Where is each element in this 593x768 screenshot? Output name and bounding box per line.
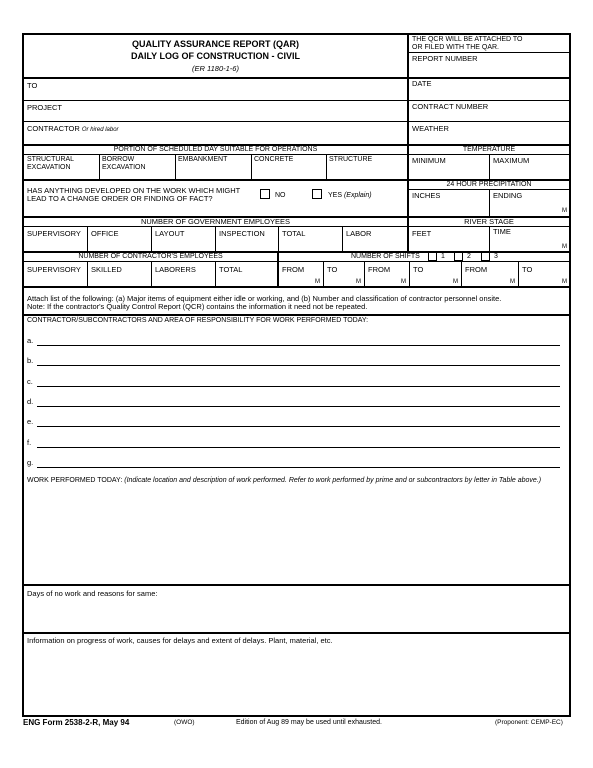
shift3-from-label[interactable]: FROM — [465, 265, 488, 274]
shift1-from-m: M — [315, 279, 320, 285]
qcr-note-line1: THE QCR WILL BE ATTACHED TO — [412, 36, 523, 43]
form-subtitle: DAILY LOG OF CONSTRUCTION - CIVIL — [130, 51, 300, 61]
shift2-from-label[interactable]: FROM — [368, 265, 391, 274]
date-field[interactable] — [408, 88, 570, 99]
contractor-field[interactable] — [134, 122, 404, 141]
no-work-label: Days of no work and reasons for same: — [27, 589, 158, 598]
qar-form — [22, 33, 571, 717]
form-reference: (ER 1180-1-6) — [192, 64, 239, 73]
to-label: TO — [27, 81, 38, 90]
gov-col-office[interactable]: OFFICE — [91, 229, 119, 238]
op-col-concrete[interactable]: CONCRETE — [254, 156, 294, 163]
gov-col-inspection[interactable]: INSPECTION — [219, 229, 265, 238]
progress-field[interactable] — [26, 646, 569, 716]
contractor-line-b-label: b. — [27, 356, 34, 365]
form-code: (OWO) — [174, 719, 195, 726]
con-col-supervisory[interactable]: SUPERVISORY — [27, 265, 81, 274]
shift1-to-label[interactable]: TO — [327, 265, 338, 274]
precip-ending-label[interactable]: ENDING — [493, 191, 523, 200]
no-label: NO — [275, 192, 286, 199]
river-time-label[interactable]: TIME — [493, 227, 511, 236]
contractor-line-f-label: f. — [27, 438, 32, 447]
proponent: (Proponent: CEMP-EC) — [495, 719, 563, 726]
contractor-line-e-label: e. — [27, 417, 34, 426]
shift3-from-m: M — [510, 279, 515, 285]
no-checkbox[interactable] — [260, 189, 270, 199]
attach-note-line2: Note: If the contractor's Quality Control Report (QCR) contains the information it need not be repeated. — [27, 302, 368, 311]
shift-1-checkbox[interactable] — [428, 252, 437, 261]
change-order-question-line2: LEAD TO A CHANGE ORDER OR FINDING OF FACT? — [27, 194, 213, 203]
con-col-laborers[interactable]: LABORERS — [155, 265, 196, 274]
shift-3-label: 3 — [494, 253, 498, 260]
shift1-to-m: M — [356, 279, 361, 285]
gov-col-supervisory[interactable]: SUPERVISORY — [27, 229, 81, 238]
precipitation-heading: 24 HOUR PRECIPITATION — [446, 181, 532, 188]
yes-label: YES (Explain) — [328, 192, 372, 199]
shifts-heading: NUMBER OF SHIFTS — [351, 253, 420, 260]
contractor-line-g[interactable] — [37, 467, 560, 468]
shift2-from-m: M — [401, 279, 406, 285]
contractors-heading: CONTRACTOR/SUBCONTRACTORS AND AREA OF RESPONSIBILITY FOR WORK PERFORMED TODAY: — [27, 317, 369, 324]
shift3-to-m: M — [562, 279, 567, 285]
shift1-from-label[interactable]: FROM — [282, 265, 305, 274]
shift-1-label: 1 — [441, 253, 445, 260]
river-stage-heading: RIVER STAGE — [464, 217, 514, 226]
work-performed-field[interactable] — [26, 487, 569, 583]
weather-label: WEATHER — [412, 124, 449, 133]
weather-field[interactable] — [408, 133, 570, 143]
contractor-line-g-label: g. — [27, 458, 34, 467]
contractor-line-d[interactable] — [37, 406, 560, 407]
yes-checkbox[interactable] — [312, 189, 322, 199]
to-field[interactable] — [44, 79, 404, 99]
contract-number-label: CONTRACT NUMBER — [412, 102, 489, 111]
gov-col-total[interactable]: TOTAL — [282, 229, 306, 238]
contractor-line-b[interactable] — [37, 365, 560, 366]
form-id: ENG Form 2538-2-R, May 94 — [23, 718, 130, 727]
op-col-structure[interactable]: STRUCTURE — [329, 156, 373, 163]
change-order-question-line1: HAS ANYTHING DEVELOPED ON THE WORK WHICH MIGHT — [27, 186, 241, 195]
shift-2-checkbox[interactable] — [454, 252, 463, 261]
attach-note-line1: Attach list of the following: (a) Major items of equipment either idle or working, and (b) Number and classification of contractor personnel onsite. — [27, 294, 502, 303]
contractor-line-d-label: d. — [27, 397, 34, 406]
contractor-line-a[interactable] — [37, 345, 560, 346]
no-work-field[interactable] — [26, 599, 569, 631]
form-title: QUALITY ASSURANCE REPORT (QAR) — [131, 39, 299, 49]
gov-col-labor[interactable]: LABOR — [346, 229, 372, 238]
gov-col-layout[interactable]: LAYOUT — [155, 229, 185, 238]
shift3-to-label[interactable]: TO — [522, 265, 533, 274]
project-field[interactable] — [64, 101, 404, 120]
contractor-line-a-label: a. — [27, 336, 34, 345]
contractor-line-c-label: c. — [27, 377, 33, 386]
work-performed-label: WORK PERFORMED TODAY: (Indicate location and description of work performed. Refer to work performed by prime and or subcontractors by letter in Table above.) — [27, 477, 542, 484]
operations-heading: PORTION OF SCHEDULED DAY SUITABLE FOR OPERATIONS — [113, 146, 318, 153]
contractor-label: CONTRACTOR Or hired labor — [27, 124, 119, 133]
temp-maximum-label: MAXIMUM — [493, 156, 530, 165]
contractor-line-c[interactable] — [37, 386, 560, 387]
temperature-heading: TEMPERATURE — [462, 146, 516, 153]
shift2-to-label[interactable]: TO — [413, 265, 424, 274]
qcr-note-line2: OR FILED WITH THE QAR. — [412, 44, 499, 51]
gov-employees-heading: NUMBER OF GOVERNMENT EMPLOYEES — [140, 217, 291, 226]
shift-2-label: 2 — [467, 253, 471, 260]
river-feet-label[interactable]: FEET — [412, 229, 432, 238]
op-col-borrow-excavation[interactable]: BORROW EXCAVATION — [102, 156, 146, 171]
report-number-label: REPORT NUMBER — [412, 54, 478, 63]
con-col-skilled[interactable]: SKILLED — [91, 265, 122, 274]
edition-note: Edition of Aug 89 may be used until exhausted. — [236, 719, 382, 726]
project-label: PROJECT — [27, 103, 63, 112]
contractor-employees-heading: NUMBER OF CONTRACTOR'S EMPLOYEES — [78, 253, 223, 260]
work-performed-note: (Indicate location and description of work performed. Refer to work performed by prime and or subcontractors by letter in Table above.) — [124, 477, 542, 484]
report-number-field[interactable] — [408, 63, 570, 77]
op-col-structural-excavation[interactable]: STRUCTURAL EXCAVATION — [27, 156, 75, 171]
contractor-note: Or hired labor — [81, 127, 119, 133]
temp-minimum-label: MINIMUM — [412, 156, 446, 165]
contractor-line-e[interactable] — [37, 426, 560, 427]
river-m-suffix: M — [562, 244, 567, 250]
shift-3-checkbox[interactable] — [481, 252, 490, 261]
contract-number-field[interactable] — [408, 111, 570, 121]
date-label: DATE — [412, 79, 432, 88]
progress-label: Information on progress of work, causes for delays and extent of delays. Plant, material, etc. — [27, 636, 333, 645]
shift2-to-m: M — [453, 279, 458, 285]
precip-inches-label[interactable]: INCHES — [412, 191, 441, 200]
op-col-embankment[interactable]: EMBANKMENT — [178, 156, 228, 163]
precip-m-suffix: M — [562, 208, 567, 214]
con-col-total[interactable]: TOTAL — [219, 265, 243, 274]
contractor-line-f[interactable] — [37, 447, 560, 448]
